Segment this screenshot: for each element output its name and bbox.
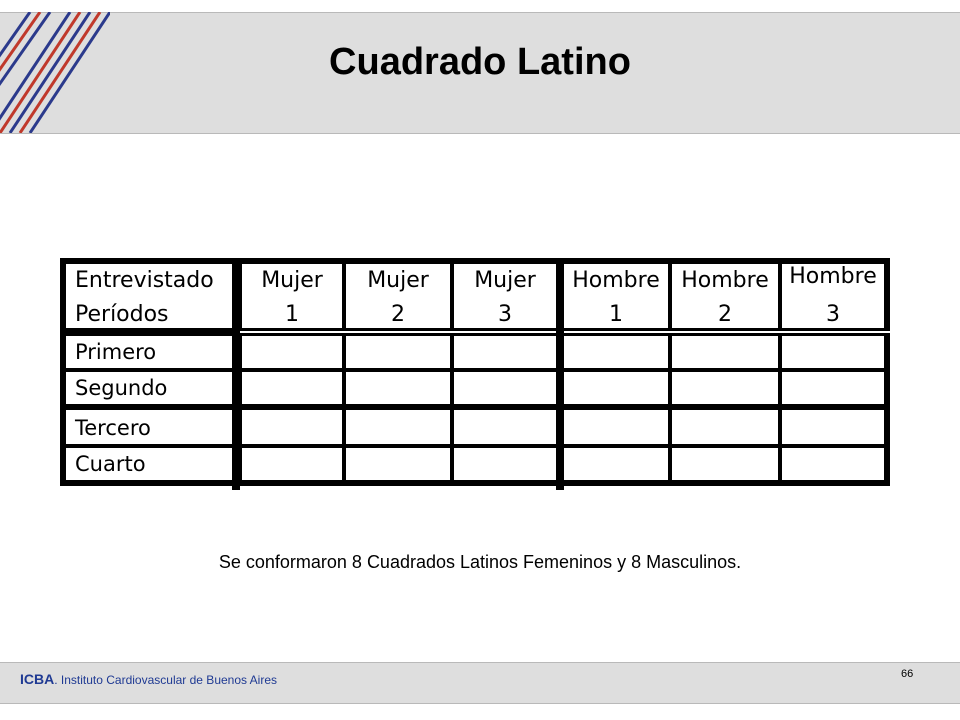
- table-cell: [782, 372, 884, 404]
- table-cell: [782, 336, 884, 368]
- header-corner-bottom: Períodos: [75, 302, 169, 327]
- table-cell: [346, 372, 450, 404]
- header-number-hombre-2: 2: [718, 302, 732, 327]
- table-cell: [242, 448, 342, 480]
- table-cell: [346, 336, 450, 368]
- caption-text: Se conformaron 8 Cuadrados Latinos Femeninos y 8 Masculinos.: [218, 552, 742, 572]
- slide-title: Cuadrado Latino: [329, 41, 631, 83]
- divider-gender: [556, 258, 564, 490]
- table-cell: [782, 448, 884, 480]
- row-label-segundo: Segundo: [75, 376, 168, 400]
- table-cell: [564, 336, 668, 368]
- footer-org-full: . Instituto Cardiovascular de Buenos Aires: [54, 673, 278, 687]
- footer-org: [20, 671, 277, 687]
- table-cell: [242, 410, 342, 444]
- table-cell: [346, 410, 450, 444]
- header-corner-top: Entrevistado: [75, 268, 214, 293]
- table-cell: [672, 410, 778, 444]
- row-label-primero: Primero: [75, 340, 157, 364]
- table-cell: [346, 448, 450, 480]
- table-cell: [454, 448, 556, 480]
- table-cell: [242, 336, 342, 368]
- header-number-mujer-1: 1: [285, 302, 299, 327]
- table-cell: [454, 336, 556, 368]
- table-cell: [672, 372, 778, 404]
- divider-periods: [232, 258, 240, 490]
- header-label-mujer-2: Mujer: [367, 268, 429, 293]
- header-label-hombre-3: Hombre: [789, 264, 877, 289]
- table-cell: [564, 448, 668, 480]
- header-label-hombre-1: Hombre: [572, 268, 660, 293]
- latin-square-table: [60, 258, 890, 486]
- footer-org-short: ICBA: [20, 671, 55, 687]
- header-label-mujer-3: Mujer: [474, 268, 536, 293]
- header-number-mujer-2: 2: [391, 302, 405, 327]
- table-cell: [454, 410, 556, 444]
- header-label-hombre-2: Hombre: [681, 268, 769, 293]
- row-label-tercero: Tercero: [75, 416, 151, 440]
- table-cell: [672, 336, 778, 368]
- page-number: 66: [901, 668, 914, 680]
- header-number-mujer-3: 3: [498, 302, 512, 327]
- header-number-hombre-3: 3: [826, 302, 840, 327]
- table-cell: [564, 372, 668, 404]
- row-label-cuarto: Cuarto: [75, 452, 146, 476]
- table-cell: [564, 410, 668, 444]
- header-number-hombre-1: 1: [609, 302, 623, 327]
- header-label-mujer-1: Mujer: [261, 268, 323, 293]
- table-cell: [454, 372, 556, 404]
- table-cell: [782, 410, 884, 444]
- table-cell: [672, 448, 778, 480]
- table-cell: [242, 372, 342, 404]
